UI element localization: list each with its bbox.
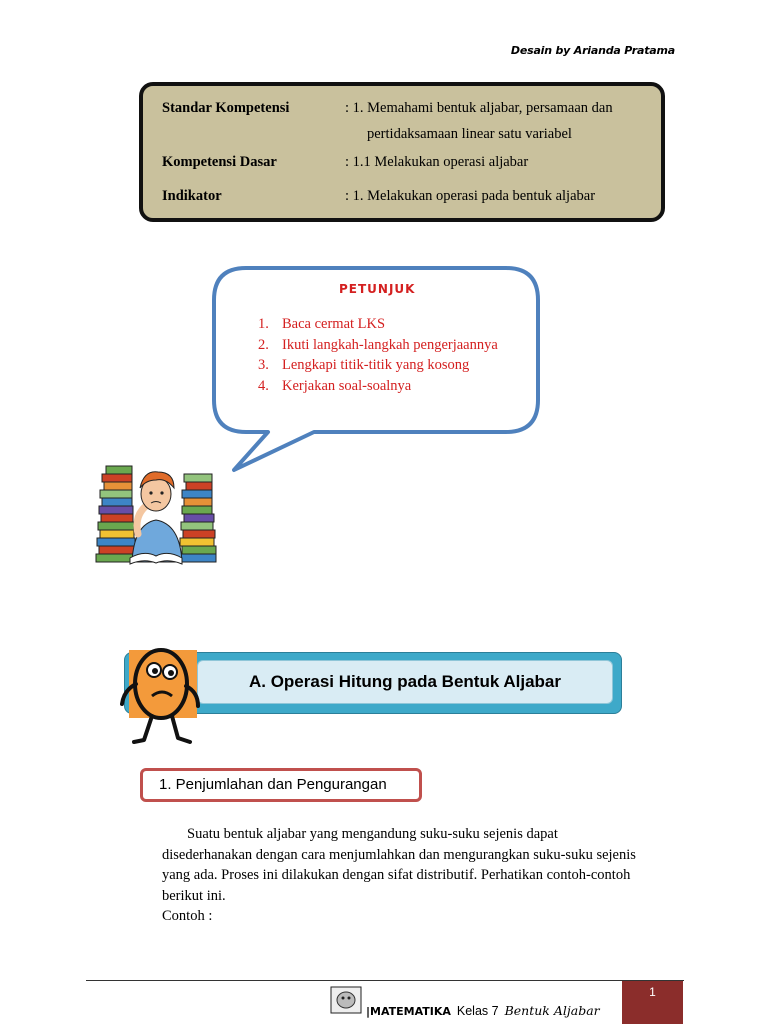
list-item: 2. Ikuti langkah-langkah pengerjaannya [258, 336, 498, 353]
designer-credit: Desain by Arianda Pratama [510, 44, 675, 57]
footer-caption [366, 1003, 600, 1019]
list-item: 1. Baca cermat LKS [258, 316, 386, 332]
list-item: 4. Kerjakan soal-soalnya [258, 377, 412, 394]
body-line: disederhanakan dengan cara menjumlahkan dan mengurangkan suku-suku sejenis [162, 846, 636, 863]
body-line: yang ada. Proses ini dilakukan dengan sifat distributif. Perhatikan contoh-contoh [162, 867, 631, 883]
footer-divider [86, 980, 684, 981]
body-line: berikut ini. [162, 887, 226, 904]
worried-mascot-icon [114, 640, 206, 750]
student-with-books-illustration [94, 462, 220, 566]
page-number: 1 [622, 981, 683, 1024]
competency-box [139, 82, 665, 222]
body-paragraph [162, 824, 682, 927]
competency-label-dasar: Kompetensi Dasar [162, 154, 277, 170]
subsection-title: 1. Penjumlahan dan Pengurangan [140, 768, 422, 802]
section-title: A. Operasi Hitung pada Bentuk Aljabar [248, 672, 562, 691]
list-item: 3. Lengkapi titik-titik yang kosong [258, 357, 470, 373]
footer-subject: |MATEMATIKA [366, 1005, 451, 1018]
competency-value-standar: : 1. Memahami bentuk aljabar, persamaan dan [345, 100, 613, 116]
example-label: Contoh : [162, 908, 213, 924]
competency-label-indikator: Indikator [162, 188, 222, 204]
instructions-list [258, 314, 498, 396]
footer-logo-icon [330, 986, 362, 1014]
instructions-title: PETUNJUK [339, 282, 416, 296]
competency-value-dasar: : 1.1 Melakukan operasi aljabar [345, 154, 529, 170]
footer-grade: Kelas 7 [456, 1004, 499, 1018]
footer-topic: Bentuk Aljabar [504, 1003, 600, 1018]
competency-value-standar-cont: pertidaksamaan linear satu variabel [367, 126, 572, 142]
body-line: Suatu bentuk aljabar yang mengandung suku-suku sejenis dapat [187, 826, 558, 842]
competency-label-standar: Standar Kompetensi [162, 100, 290, 116]
competency-value-indikator: : 1. Melakukan operasi pada bentuk aljabar [345, 188, 596, 204]
